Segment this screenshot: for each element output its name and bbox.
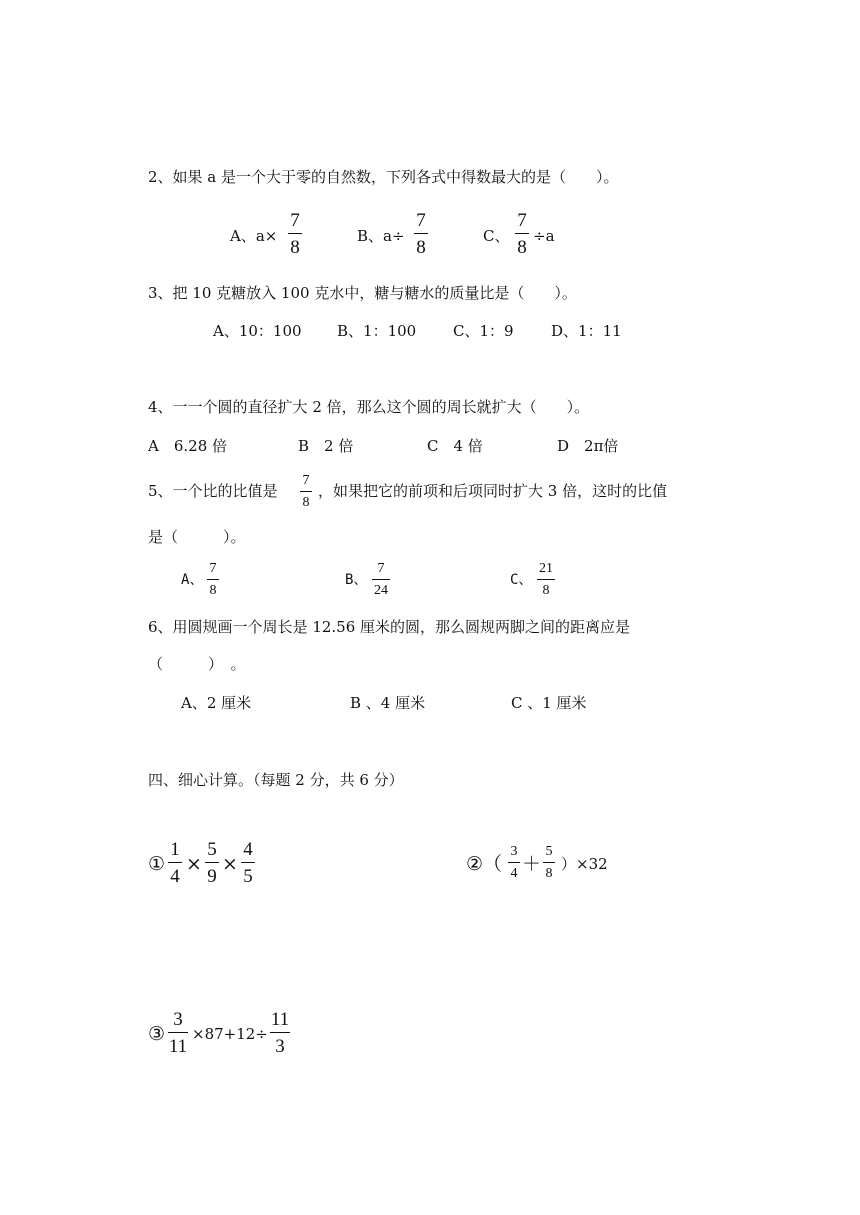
q2-option-b-prefix: B、a÷ <box>357 227 405 245</box>
q5-option-a-label: A、 <box>181 572 204 588</box>
q6-option-b: B 、4 厘米 <box>350 694 426 712</box>
section-title: 四、细心计算。（每题 2 分，共 6 分） <box>148 771 404 789</box>
denominator: 8 <box>517 237 527 258</box>
problem-2-tail: ）×32 <box>561 855 608 873</box>
denominator: 8 <box>290 237 300 258</box>
numerator: 7 <box>209 561 217 576</box>
problem-1-operator-1: × <box>186 853 202 875</box>
q6-option-c: C 、1 厘米 <box>511 694 587 712</box>
numerator: 7 <box>302 473 310 488</box>
q4-option-a: A 6.28 倍 <box>148 437 227 455</box>
q2-stem: 2、如果 a 是一个大于零的自然数，下列各式中得数最大的是（ ）。 <box>148 168 619 186</box>
problem-1-label: ① <box>148 853 166 875</box>
problem-1-fraction-3 <box>241 840 255 886</box>
q3-option-b: B、1：100 <box>337 322 417 340</box>
problem-1-operator-2: × <box>222 853 238 875</box>
q5-option-c-label: C、 <box>510 572 533 588</box>
denominator: 5 <box>243 866 253 887</box>
problem-1-fraction-2 <box>205 840 219 886</box>
q5-option-a-fraction <box>207 562 219 598</box>
q2-option-c-fraction <box>515 211 529 257</box>
problem-3-middle: ×87+12÷ <box>192 1025 268 1043</box>
numerator: 7 <box>290 210 300 231</box>
numerator: 3 <box>510 844 518 859</box>
denominator: 8 <box>542 583 550 598</box>
q6-option-a: A、2 厘米 <box>181 694 252 712</box>
q3-option-d: D、1：11 <box>551 322 622 340</box>
denominator: 4 <box>510 866 518 881</box>
q2-option-c-suffix: ÷a <box>533 227 555 245</box>
denominator: 8 <box>545 866 553 881</box>
denominator: 4 <box>170 866 180 887</box>
q3-option-c: C、1：9 <box>453 322 514 340</box>
denominator: 8 <box>416 237 426 258</box>
problem-3-fraction-2 <box>270 1010 290 1056</box>
denominator: 11 <box>168 1036 188 1057</box>
numerator: 1 <box>170 839 180 860</box>
denominator: 3 <box>275 1036 285 1057</box>
numerator: 7 <box>377 561 385 576</box>
q5-stem-before: 5、一个比的比值是 <box>148 482 278 500</box>
q2-option-b-fraction <box>414 211 428 257</box>
q5-option-b-fraction <box>372 562 390 598</box>
q4-option-b: B 2 倍 <box>298 437 354 455</box>
q3-stem: 3、把 10 克糖放入 100 克水中，糖与糖水的质量比是（ ）。 <box>148 284 577 302</box>
numerator: 5 <box>207 839 217 860</box>
denominator: 24 <box>374 583 388 598</box>
q4-stem: 4、一一个圆的直径扩大 2 倍，那么这个圆的周长就扩大（ ）。 <box>148 398 590 416</box>
numerator: 11 <box>270 1009 290 1030</box>
problem-2-label: ②（ <box>466 853 503 875</box>
q5-option-b-label: B、 <box>345 572 368 588</box>
numerator: 4 <box>243 839 253 860</box>
q6-stem-line2: （ ） 。 <box>148 655 246 673</box>
problem-1-fraction-1 <box>168 840 182 886</box>
numerator: 7 <box>416 210 426 231</box>
q5-stem-fraction <box>300 474 312 510</box>
q4-option-c: C 4 倍 <box>427 437 483 455</box>
q2-option-c-prefix: C、 <box>483 227 510 245</box>
numerator: 7 <box>517 210 527 231</box>
denominator: 8 <box>302 495 310 510</box>
problem-2-fraction-2 <box>543 845 555 881</box>
q3-option-a: A、10：100 <box>213 322 302 340</box>
denominator: 8 <box>209 583 217 598</box>
numerator: 5 <box>545 844 553 859</box>
q5-stem-after: ，如果把它的前项和后项同时扩大 3 倍，这时的比值 <box>318 482 668 500</box>
q6-stem: 6、用圆规画一个周长是 12.56 厘米的圆，那么圆规两脚之间的距离应是 <box>148 618 631 636</box>
denominator: 9 <box>207 866 217 887</box>
numerator: 21 <box>539 561 553 576</box>
problem-3-label: ③ <box>148 1023 166 1045</box>
problem-2-operator: ＋ <box>522 853 542 875</box>
q4-option-d: D 2π倍 <box>557 437 619 455</box>
numerator: 3 <box>173 1009 183 1030</box>
q5-option-c-fraction <box>537 562 555 598</box>
problem-3-fraction-1 <box>168 1010 188 1056</box>
q2-option-a-fraction <box>288 211 302 257</box>
problem-2-fraction-1 <box>508 845 520 881</box>
q5-stem-line2: 是（ ）。 <box>148 528 246 546</box>
q2-option-a-prefix: A、a× <box>230 227 278 245</box>
